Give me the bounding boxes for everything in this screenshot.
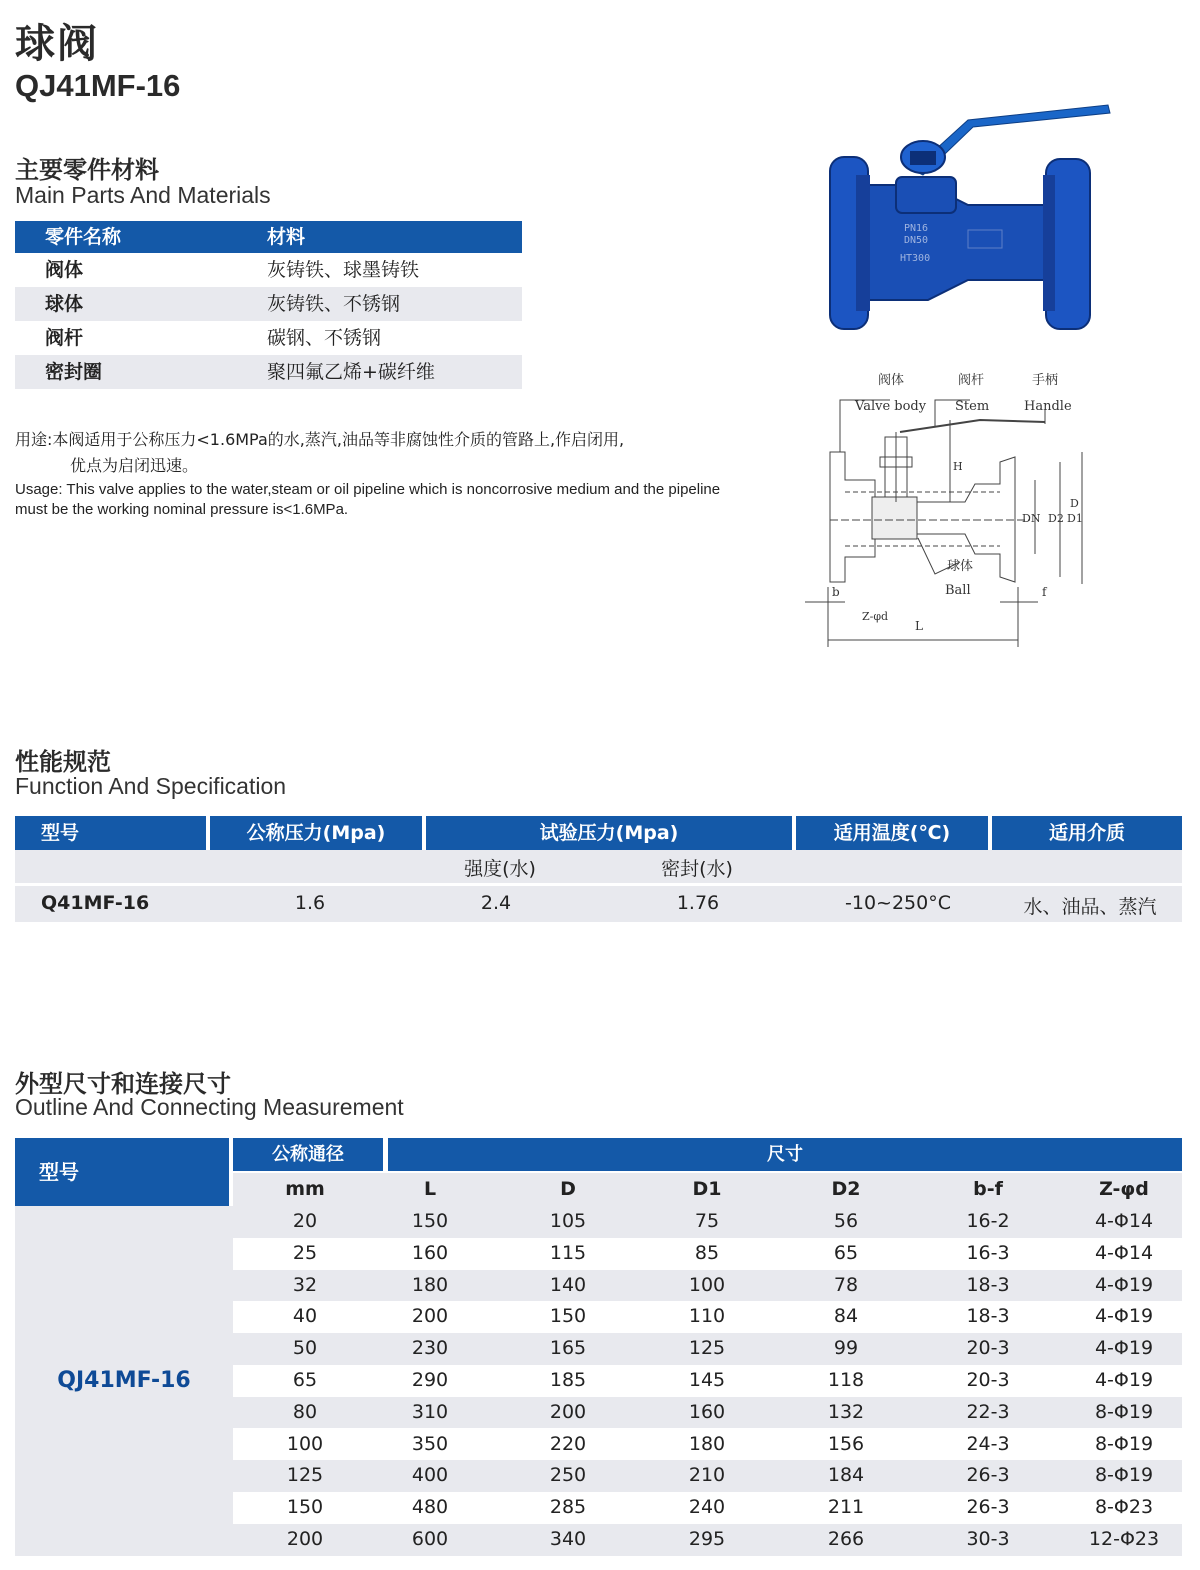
cell-d1: 210 — [688, 1464, 726, 1487]
materials-header-row — [15, 221, 522, 253]
dim-title-cn: 外型尺寸和连接尺寸 — [15, 1070, 231, 1098]
spec-table — [15, 816, 1182, 920]
cell-l: 160 — [411, 1241, 449, 1264]
cell-l: 150 — [411, 1210, 449, 1232]
spec-col-nominal: 公称压力(Mpa) — [210, 816, 422, 850]
dim-col-mm: mm — [285, 1178, 325, 1200]
dim-h: H — [953, 460, 963, 473]
cell-l: 290 — [411, 1369, 449, 1391]
usage-cn-line2: 优点为启闭迅速。 — [70, 456, 199, 475]
dim-d2: D2 — [1048, 512, 1064, 525]
cell-d2: 78 — [833, 1273, 859, 1296]
dim-model: QJ41MF-16 — [15, 1206, 233, 1556]
dim-title-en: Outline And Connecting Measurement — [15, 1094, 404, 1120]
spec-nominal: 1.6 — [294, 892, 326, 914]
cell-l: 350 — [411, 1432, 449, 1455]
label-stem-cn: 阀杆 — [958, 373, 985, 388]
dim-col-model: 型号 — [15, 1138, 229, 1206]
dim-col-dn: 公称通径 — [233, 1138, 383, 1171]
cell-d: 150 — [549, 1305, 587, 1328]
cell-d: 105 — [549, 1210, 587, 1232]
spec-col-medium: 适用介质 — [992, 816, 1182, 850]
cell-d1: 160 — [688, 1400, 726, 1423]
dim-col-d: D — [560, 1178, 576, 1200]
materials-row — [15, 355, 522, 389]
cell-zd: 4-Φ14 — [1094, 1241, 1154, 1264]
label-ball-en: Ball — [945, 583, 971, 598]
dim-zd: Z-φd — [862, 610, 889, 623]
spec-medium: 水、油品、蒸汽 — [1023, 896, 1157, 918]
spec-subheader — [15, 850, 1182, 883]
dim-col-d1: D1 — [692, 1178, 722, 1200]
cell-l: 400 — [411, 1464, 449, 1487]
col-material: 材料 — [267, 226, 306, 248]
cell-d1: 295 — [688, 1528, 726, 1550]
part-material: 灰铸铁、不锈钢 — [267, 293, 401, 315]
spec-title-en: Function And Specification — [15, 773, 287, 799]
cell-zd: 8-Φ19 — [1094, 1432, 1154, 1455]
cell-d: 185 — [549, 1369, 587, 1391]
part-name: 球体 — [45, 293, 84, 315]
cell-d1: 180 — [688, 1432, 726, 1455]
cell-bf: 30-3 — [966, 1528, 1010, 1550]
usage-cn-line1: 用途:本阀适用于公称压力<1.6MPa的水,蒸汽,油品等非腐蚀性介质的管路上,作启闭用, — [15, 430, 625, 449]
materials-title-en: Main Parts And Materials — [15, 182, 271, 208]
materials-title-cn: 主要零件材料 — [15, 156, 159, 184]
cell-zd: 8-Φ19 — [1094, 1464, 1154, 1487]
cell-d: 285 — [549, 1496, 587, 1519]
cell-zd: 4-Φ19 — [1094, 1273, 1154, 1296]
marking-dn: DN50 — [904, 235, 929, 246]
spec-title-cn: 性能规范 — [15, 748, 111, 776]
cell-d2: 118 — [827, 1369, 865, 1391]
cell-d1: 125 — [688, 1337, 726, 1360]
label-stem-en: Stem — [955, 399, 990, 414]
cell-zd: 4-Φ14 — [1094, 1210, 1154, 1232]
materials-row — [15, 321, 522, 355]
cell-bf: 26-3 — [966, 1464, 1010, 1487]
model-number: QJ41MF-16 — [15, 68, 181, 103]
cell-dn: 40 — [292, 1305, 318, 1328]
usage-en-line1: Usage: This valve applies to the water,steam or oil pipeline which is noncorrosive medium and the pipeline — [15, 481, 721, 498]
cell-l: 180 — [411, 1273, 449, 1296]
cell-l: 230 — [411, 1337, 449, 1360]
cell-dn: 150 — [286, 1496, 324, 1519]
cell-l: 600 — [411, 1528, 449, 1550]
cell-d: 340 — [549, 1528, 587, 1550]
spec-strength: 2.4 — [480, 892, 512, 914]
dim-col-size: 尺寸 — [388, 1138, 1182, 1171]
label-handle-en: Handle — [1024, 399, 1072, 414]
cell-dn: 50 — [292, 1337, 318, 1360]
cell-dn: 32 — [292, 1273, 318, 1296]
marking-pn: PN16 — [904, 223, 929, 234]
dim-d: D — [1070, 497, 1079, 510]
valve-product-image — [818, 95, 1118, 345]
dim-f: f — [1042, 585, 1047, 599]
cell-dn: 65 — [292, 1369, 318, 1391]
cell-bf: 26-3 — [966, 1496, 1010, 1519]
cell-l: 200 — [411, 1305, 449, 1328]
dim-d1: D1 — [1067, 512, 1083, 525]
cell-d2: 211 — [827, 1496, 865, 1519]
cell-dn: 20 — [292, 1210, 318, 1232]
cell-d: 200 — [549, 1400, 587, 1423]
label-valve-body-cn: 阀体 — [878, 373, 905, 388]
cell-zd: 4-Φ19 — [1094, 1369, 1154, 1391]
dim-col-zd: Z-φd — [1099, 1178, 1149, 1200]
cell-dn: 100 — [286, 1432, 324, 1455]
valve-section-drawing — [800, 362, 1085, 652]
cell-d1: 100 — [688, 1273, 726, 1296]
cell-zd: 4-Φ19 — [1094, 1337, 1154, 1360]
cell-d2: 184 — [827, 1464, 865, 1487]
cell-d: 165 — [549, 1337, 587, 1360]
cell-d: 140 — [549, 1273, 587, 1296]
cell-d2: 56 — [833, 1210, 859, 1232]
spec-col-test: 试验压力(Mpa) — [426, 816, 792, 850]
cell-l: 480 — [411, 1496, 449, 1519]
dim-b: b — [832, 585, 840, 599]
materials-table — [15, 221, 522, 389]
cell-d1: 145 — [688, 1369, 726, 1391]
spec-data-row — [15, 886, 1182, 922]
cell-bf: 18-3 — [966, 1273, 1010, 1296]
spec-temperature: -10~250°C — [845, 892, 951, 914]
cell-d2: 84 — [833, 1305, 859, 1328]
dimension-table — [15, 1138, 1182, 1558]
cell-d2: 99 — [833, 1337, 859, 1360]
page-title: 球阀 — [15, 21, 99, 67]
cell-d2: 132 — [827, 1400, 865, 1423]
cell-d: 115 — [549, 1241, 587, 1264]
dim-l: L — [915, 619, 923, 633]
spec-col-model: 型号 — [15, 816, 206, 850]
part-name: 阀杆 — [45, 327, 84, 349]
usage-en-line2: must be the working nominal pressure is<1.6MPa. — [15, 501, 349, 518]
cell-bf: 20-3 — [966, 1369, 1010, 1391]
materials-row — [15, 287, 522, 321]
label-ball-cn: 球体 — [947, 559, 974, 574]
cell-l: 310 — [411, 1400, 449, 1423]
cell-d: 220 — [549, 1432, 587, 1455]
usage-en — [15, 480, 795, 520]
sub-seal: 密封(水) — [661, 858, 733, 880]
cell-bf: 22-3 — [966, 1400, 1010, 1423]
cell-zd: 12-Φ23 — [1088, 1528, 1160, 1550]
part-name: 密封圈 — [45, 361, 103, 383]
part-material: 灰铸铁、球墨铸铁 — [267, 259, 420, 281]
spec-model: Q41MF-16 — [41, 892, 150, 914]
cell-d2: 65 — [833, 1241, 859, 1264]
dim-col-d2: D2 — [831, 1178, 861, 1200]
part-material: 聚四氟乙烯+碳纤维 — [267, 361, 435, 383]
cell-bf: 24-3 — [966, 1432, 1010, 1455]
spec-seal: 1.76 — [676, 892, 720, 914]
sub-strength: 强度(水) — [464, 858, 536, 880]
cell-bf: 18-3 — [966, 1305, 1010, 1328]
cell-d2: 156 — [827, 1432, 865, 1455]
cell-zd: 8-Φ19 — [1094, 1400, 1154, 1423]
cell-d2: 266 — [827, 1528, 865, 1550]
usage-cn — [15, 427, 775, 479]
cell-d1: 110 — [688, 1305, 726, 1328]
cell-d1: 85 — [694, 1241, 720, 1264]
label-handle-cn: 手柄 — [1032, 373, 1059, 388]
cell-bf: 16-3 — [966, 1241, 1010, 1264]
dim-col-l: L — [423, 1178, 437, 1200]
part-name: 阀体 — [45, 259, 84, 281]
cell-d1: 240 — [688, 1496, 726, 1519]
marking-material: HT300 — [900, 253, 931, 264]
cell-dn: 200 — [286, 1528, 324, 1550]
spec-col-temp: 适用温度(℃) — [796, 816, 988, 850]
cell-dn: 25 — [292, 1241, 318, 1264]
cell-zd: 4-Φ19 — [1094, 1305, 1154, 1328]
col-part-name: 零件名称 — [45, 226, 122, 248]
dim-col-bf: b-f — [973, 1178, 1003, 1200]
cell-bf: 20-3 — [966, 1337, 1010, 1360]
label-valve-body-en: Valve body — [855, 399, 927, 414]
part-material: 碳钢、不锈钢 — [267, 327, 382, 349]
materials-row — [15, 253, 522, 287]
dim-dn: DN — [1022, 512, 1041, 525]
cell-d1: 75 — [694, 1210, 720, 1232]
cell-dn: 80 — [292, 1400, 318, 1423]
cell-dn: 125 — [286, 1464, 324, 1487]
cell-zd: 8-Φ23 — [1094, 1496, 1154, 1519]
cell-d: 250 — [549, 1464, 587, 1487]
cell-bf: 16-2 — [966, 1210, 1010, 1232]
